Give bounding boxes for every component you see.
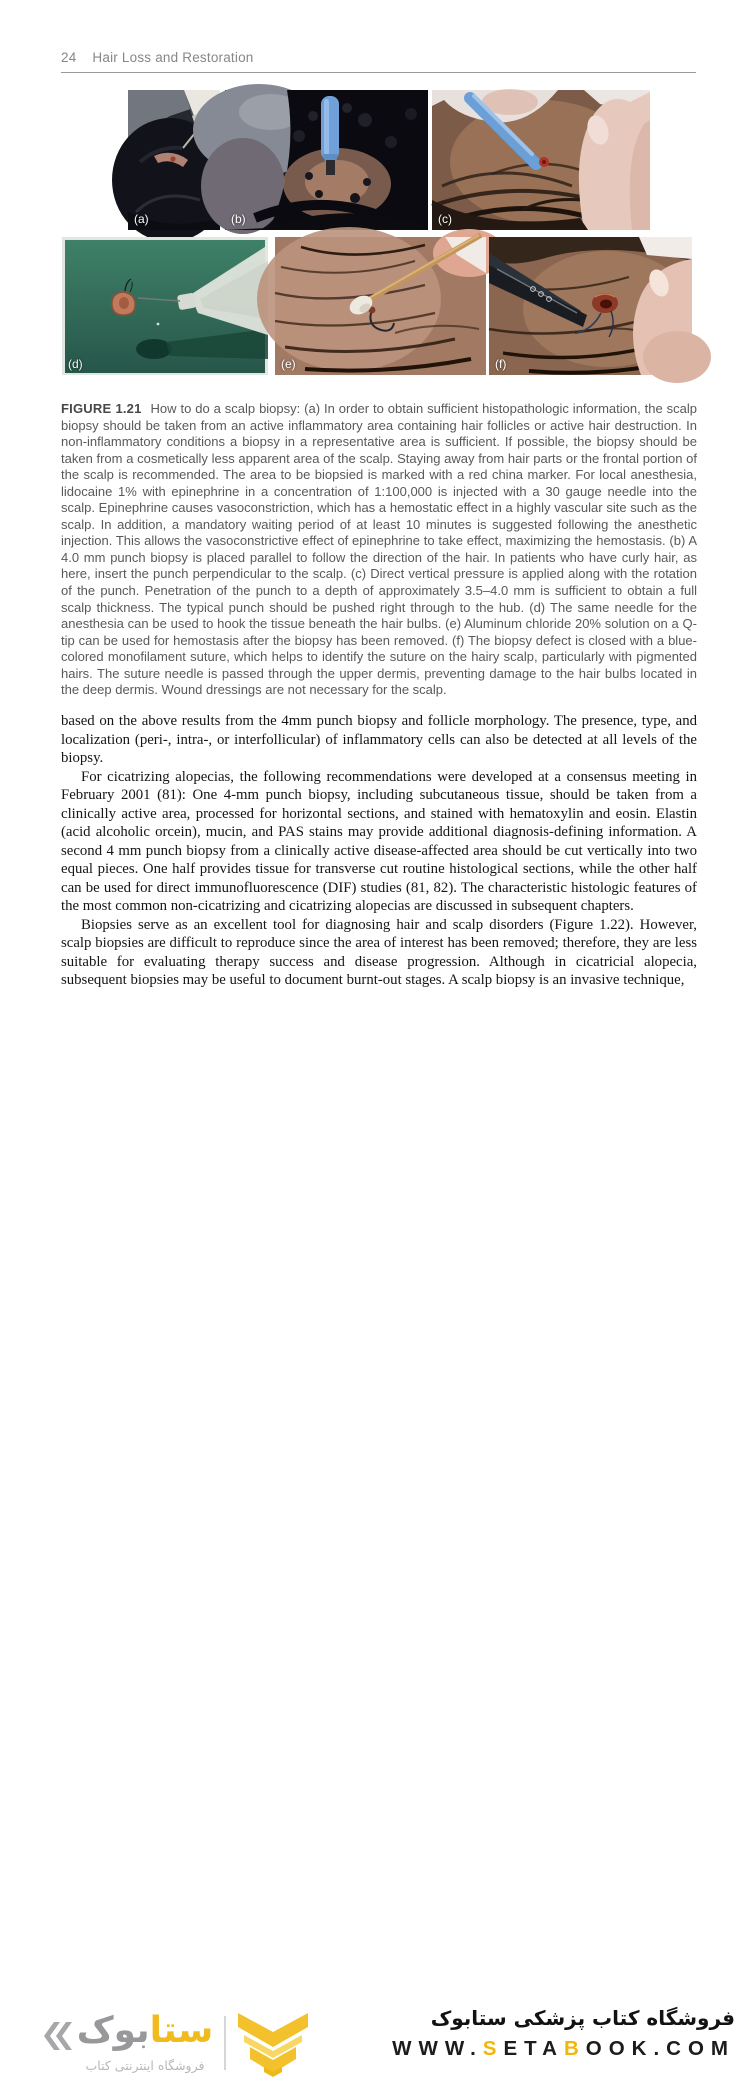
running-head (61, 50, 696, 73)
logo-tagline: فروشگاه اینترنتی کتاب (85, 2058, 205, 2073)
wordmark-rest: بوک (76, 2010, 150, 2051)
page-number: 24 (61, 50, 77, 65)
running-title: Hair Loss and Restoration (92, 50, 254, 65)
suture-closure-photo (489, 237, 692, 375)
url-s-accent: S (482, 2037, 504, 2060)
figure-caption (61, 401, 697, 699)
punch-pressure-photo (432, 90, 650, 230)
photo-label-a: (a) (134, 212, 149, 226)
figure-photo-d (62, 237, 268, 375)
logo-divider (224, 2016, 226, 2070)
footer-right (392, 2006, 735, 2061)
photo-label-c: (c) (438, 212, 452, 226)
punch-biopsy-photo (225, 90, 428, 230)
photo-label-b: (b) (231, 212, 246, 226)
bookstore-footer (0, 1000, 756, 2073)
figure-photo-c (432, 90, 650, 230)
body-text (61, 712, 697, 990)
wordmark-first: ستا (149, 2010, 214, 2051)
figure-photo-f (489, 237, 692, 375)
figure-caption-text: How to do a scalp biopsy: (a) In order to obtain sufficient histopathologic information, the scalp biopsy should be taken from an active inflammatory area containing hair follicles or active hair destruction. In non-inflammatory conditions a biopsy in a representative area is sufficient. If possible, the biopsy should be taken from a cosmetically less apparent area of the scalp. Staying away from hair parts or the frontal portion of the scalp is recommended. The area to be biopsied is marked with a red china marker. For local anesthesia, lidocaine 1% with epinephrine in a concentration of 1:100,000 is injected with a 30 gauge needle into the scalp. Epinephrine causes vasoconstriction, which has a hemostatic effect in a highly vascular site such as the scalp. In addition, a mandatory waiting period of at least 10 minutes is suggested following the anesthetic injection. This allows the vasoconstrictive effect of epinephrine to take effect, maximizing the hemostasis. (b) A 4.0 mm punch biopsy is placed parallel to follow the direction of the hair. In patients who have curly hair, as here, insert the punch perpendicular to the scalp. (c) Direct vertical pressure is applied along with the rotation of the punch. Penetration of the punch to a depth of approximately 3.5–4.0 mm is sufficient to obtain a full scalp thickness. The typical punch should be pushed right through to the hub. (d) The same needle for the anesthesia can be used to hook the tissue beneath the hair bulbs. (e) Aluminum chloride 20% solution on a Q-tip can be used for hemostasis after the biopsy has been removed. (f) The biopsy defect is closed with a blue-colored monofilament suture, which helps to identify the suture on the hairy scalp, particularly with pigmented hairs. The suture needle is passed through the upper dermis, preventing damage to the hair bulbs located in the deep dermis. Wound dressings are not necessary for the scalp. (61, 401, 697, 698)
store-title-fa: فروشگاه کتاب پزشکی ستابوک (430, 2006, 735, 2030)
qtip-hemostasis-photo (275, 237, 486, 375)
figure-label: FIGURE 1.21 (61, 401, 142, 416)
url-b-accent: B (563, 2037, 586, 2060)
photo-label-f: (f) (495, 357, 507, 371)
body-paragraph-3: Biopsies serve as an excellent tool for diagnosing hair and scalp disorders (Figure 1.22). However, scalp biopsies are difficult to reproduce since the area of interest has been removed; therefore, they are less suitable for evaluating therapy success and disease progression. Although in cicatricial alopecia, subsequent biopsies may be useful to document burnt-out stages. A scalp biopsy is an invasive technique, (61, 916, 697, 988)
url-www: WWW. (392, 2037, 483, 2060)
site-url (392, 2037, 735, 2061)
photo-label-e: (e) (281, 357, 296, 371)
photo-label-d: (d) (68, 357, 83, 371)
body-paragraph-2: For cicatrizing alopecias, the following recommendations were developed at a consensus meeting in February 2001 (81): One 4-mm punch biopsy, including subcutaneous tissue, should be taken from a clinically active area, processed for horizontal sections, and stained with hematoxylin and eosin. Elastin (acid alcoholic orcein), mucin, and PAS stains may provide additional diagnosis-defining information. A second 4 mm punch biopsy from a clinically active disease-affected area should be cut vertically into two equal pieces. One half provides tissue for transverse cut routine histological sections, while the other half can be used for direct immunofluorescence (DIF) studies (81, 82). The characteristic histologic features of the most common non-cicatrizing and cicatrizing alopecias are discussed in subsequent chapters. (61, 768, 697, 914)
body-paragraph-1: based on the above results from the 4mm punch biopsy and follicle morphology. The presence, type, and localization (peri-, intra-, or interfollicular) of inflammatory cells can also be detected at all levels of the biopsy. (61, 713, 697, 766)
figure-photo-b (225, 90, 428, 230)
tissue-sample-photo (62, 237, 268, 375)
url-rest: OOK.COM (585, 2037, 735, 2060)
setabook-wordmark (72, 2010, 218, 2052)
url-eta: ETA (503, 2037, 564, 2060)
setabook-chevron-emblem-icon (236, 2010, 310, 2078)
figure-photo-e (275, 237, 486, 375)
double-chevron-left-icon (42, 2022, 72, 2050)
